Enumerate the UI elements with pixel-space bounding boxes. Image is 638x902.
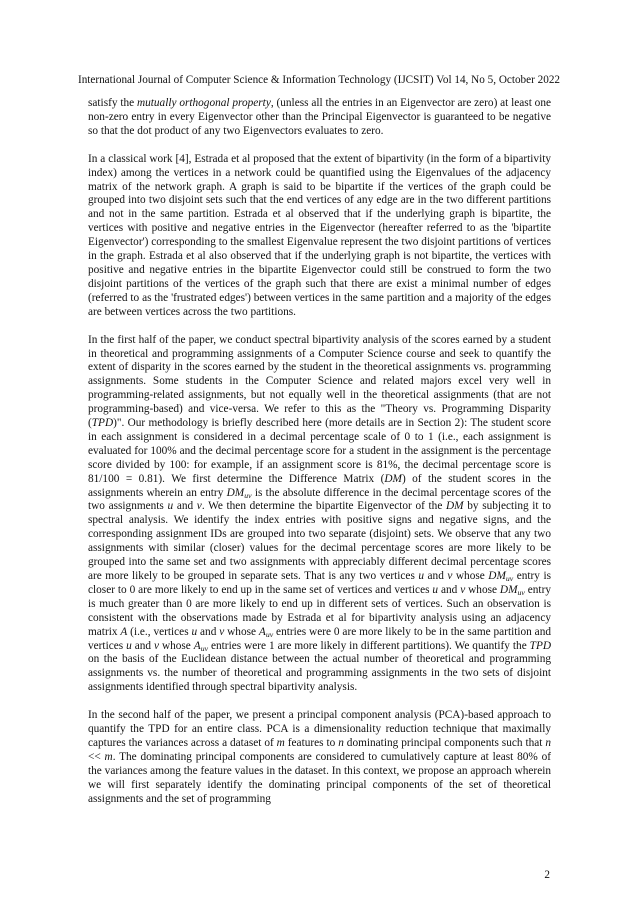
italic-term: v: [447, 570, 453, 582]
page-number: 2: [544, 869, 550, 881]
italic-term: A: [193, 639, 201, 652]
italic-term: v: [219, 625, 225, 638]
text-run: )". Our methodology is briefly described here (more details are in Section 2): The student score in each assignment is considered in a decimal percentage scale of 0 to 1 (i.e., each assignment is evaluated for 100% and the decimal percentage score for a student in the assignment is the percentage score divided by 100: for example, if an assignment score is 81%, the decimal percentage score is 81/100 = 0.81). We first determine the Difference Matrix (: [88, 417, 551, 485]
text-run: whose: [465, 583, 500, 596]
text-run: In the second half of the paper, we present a principal component analysis (PCA)-based approach to quantify the TPD for an entire class. PCA is a dimensionality reduction technique that maximally captures the variances across a dataset of: [88, 709, 551, 749]
italic-term: u: [126, 639, 132, 652]
text-run: is the absolute difference in the decimal percentage scores of the two assignments: [88, 486, 551, 513]
paragraph: [88, 97, 551, 139]
subscript: uv: [244, 490, 252, 500]
italic-term: m: [104, 750, 113, 763]
italic-term: u: [167, 500, 174, 513]
italic-term: DM: [384, 472, 402, 485]
italic-term: A: [120, 625, 128, 638]
text-run: . The dominating principal components are considered to cumulatively capture at least 80% of the variances among the feature values in the dataset. In this context, we propose an approach wherein we will first separately identify the dominating principal components of the set of theoretical assignments and the set of programming: [88, 750, 551, 805]
text-run: entry is closer to 0 are more likely to end up in the same set of vertices and vertices: [88, 570, 551, 596]
text-run: and: [424, 570, 448, 582]
subscript: uv: [517, 587, 525, 597]
text-run: entry is much greater than 0 are more likely to end up in different sets of vertices. Such an observation is consistent with the observations made by Estrada et al for bipartivity analysis using an adjacency matrix: [88, 583, 551, 638]
subscript: uv: [505, 574, 514, 583]
paragraph: [88, 334, 551, 696]
italic-term: n: [338, 736, 344, 749]
italic-term: v: [153, 639, 159, 652]
body-text: [88, 97, 551, 807]
text-run: whose: [159, 639, 194, 652]
italic-term: m: [276, 736, 285, 749]
italic-term: n: [545, 736, 551, 749]
text-run: whose: [224, 625, 259, 638]
italic-term: u: [432, 583, 439, 596]
italic-term: DM: [226, 486, 245, 499]
text-run: In a classical work [4], Estrada et al proposed that the extent of bipartivity (in the form of a bipartivity index) among the vertices in a network could be quantified using the Eigenvalues of the adjacency matrix of the network graph. A graph is said to be bipartite if the vertices of the graph could be grouped into two disjoint sets such that the end vertices of any edge are in the two different partitions and not in the same partition. Estrada et al observed that if the underlying graph is bipartite, the vertices with positive and negative entries in the Eigenvector (hereafter referred to as the 'bipartite Eigenvector') corresponding to the smallest Eigenvalue represent the two disjoint partitions of vertices in the graph. Estrada et al also observed that if the underlying graph is not bipartite, the vertices with positive and negative entries in the bipartite Eigenvector could still be construed to form the two disjoint partitions of the vertices of the graph such that there are exist a minimal number of edges (referred to as the 'frustrated edges') between vertices in the same partition and a majority of the edges are between vertices across the two partitions.: [88, 152, 551, 318]
italic-term: TPD: [529, 639, 552, 652]
text-run: and: [197, 625, 220, 638]
italic-term: DM: [488, 570, 506, 582]
text-run: whose: [452, 570, 489, 582]
text-run: . We then determine the bipartite Eigenvector of the: [201, 500, 446, 513]
text-run: <<: [88, 750, 105, 763]
text-run: features to: [284, 736, 339, 749]
text-run: and: [438, 583, 461, 596]
text-run: entries were 0 are more likely to be in the same partition and vertices: [88, 625, 551, 652]
text-run: satisfy the: [88, 97, 137, 109]
text-run: and: [131, 639, 154, 652]
paragraph: [88, 709, 551, 806]
text-run: ) of the student scores in the assignments wherein an entry: [88, 472, 551, 499]
text-run: dominating principal components such that: [343, 736, 546, 749]
italic-term: DM: [446, 500, 464, 513]
italic-term: TPD: [91, 417, 114, 430]
text-run: , (unless all the entries in an Eigenvector are zero) at least one non-zero entry in every Eigenvector other than the Principal Eigenvector is guaranteed to be negative so that the dot product of any two Eigenvectors evaluates to zero.: [88, 97, 551, 137]
subscript: uv: [265, 629, 274, 639]
text-run: by subjecting it to spectral analysis. We identify the index entries with positive signs and negative signs, and the corresponding assignment IDs are grouped into two separate (disjoint) sets. We observe that any two assignments with similar (closer) values for the decimal percentage scores are more likely to be grouped into the same set and two assignments with appreciably different decimal percentage scores are more likely to be grouped in separate sets. That is any two vertices: [88, 500, 552, 582]
italic-term: DM: [499, 583, 518, 596]
paragraph: [88, 153, 551, 320]
text-run: (i.e., vertices: [127, 625, 192, 638]
journal-header: International Journal of Computer Science & Information Technology (IJCSIT) Vol 14, No 5, October 2022: [77, 74, 561, 86]
italic-term: v: [460, 583, 466, 596]
italic-term: mutually orthogonal property: [136, 97, 271, 109]
text-run: entries were 1 are more likely in different partitions). We quantify the: [208, 639, 530, 652]
text-run: on the basis of the Euclidean distance between the actual number of theoretical and programming assignments vs. the number of theoretical and programming assignments in the two sets of disjoint assignments identified through spectral bipartivity analysis.: [88, 653, 551, 694]
subscript: uv: [200, 643, 209, 653]
italic-term: v: [196, 500, 202, 513]
italic-term: A: [258, 625, 266, 638]
italic-term: u: [418, 570, 425, 582]
text-run: In the first half of the paper, we conduct spectral bipartivity analysis of the scores earned by a student in theoretical and programming assignments of a Computer Science course and seek to quantify the extent of disparity in the scores earned by the student in the theoretical assignments vs. programming assignments. Some students in the Computer Science and related majors excel very well in programming-related assignments, but not equally well in the theoretical assignments (that are not programming-based) and vice-versa. We refer to this as the "Theory vs. Programming Disparity (: [88, 333, 551, 430]
italic-term: u: [191, 625, 198, 638]
text-run: and: [173, 500, 197, 513]
